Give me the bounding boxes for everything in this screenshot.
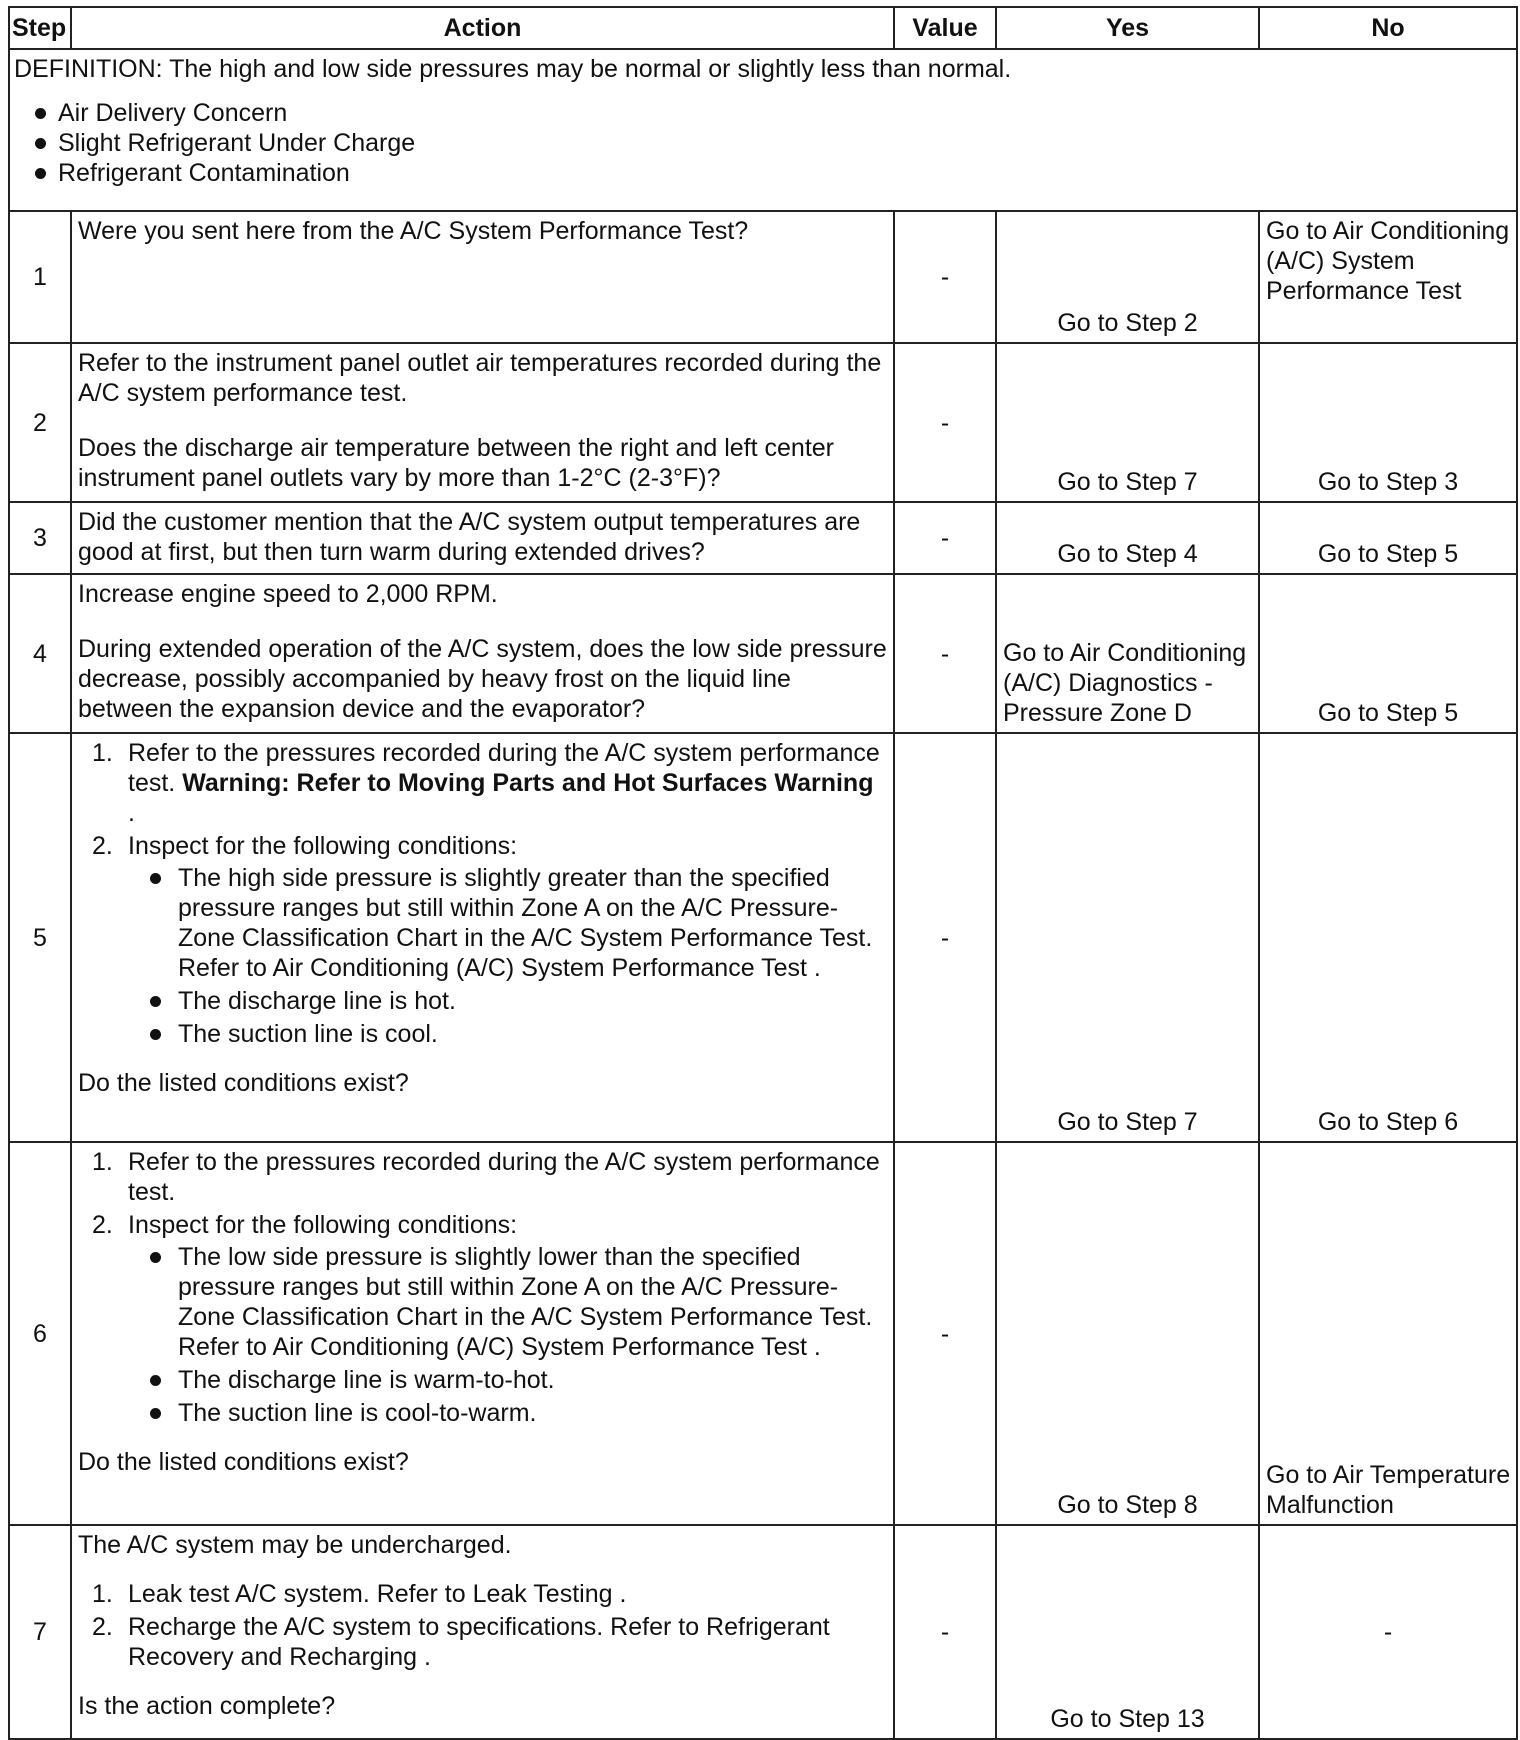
procedure-list <box>78 738 887 1049</box>
item-number: 2. <box>92 1211 113 1239</box>
yes-cell <box>996 343 1259 502</box>
conditions-list <box>128 1242 887 1428</box>
list-item <box>78 1210 887 1428</box>
yes-cell <box>996 502 1259 574</box>
procedure-list <box>78 1147 887 1428</box>
action-question: During extended operation of the A/C system, does the low side pressure decrease, possibly accompanied by heavy frost on the liquid line between the expansion device and the evaporator? <box>78 635 887 723</box>
item-number: 2. <box>92 832 113 860</box>
yes-link[interactable]: Go to Step 13 <box>1050 1705 1205 1733</box>
item-number: 1. <box>92 1580 113 1608</box>
step-number: 5 <box>9 733 71 1142</box>
value-cell: - <box>894 343 996 502</box>
yes-cell <box>996 1142 1259 1525</box>
yes-cell <box>996 1525 1259 1739</box>
definition-list <box>14 98 1510 188</box>
definition-text: DEFINITION: The high and low side pressures may be normal or slightly less than normal. <box>14 55 1012 83</box>
item-number: 2. <box>92 1613 113 1641</box>
list-item: Refrigerant Contamination <box>14 158 1510 188</box>
action-cell <box>71 502 894 574</box>
yes-cell <box>996 733 1259 1142</box>
yes-link[interactable]: Go to Step 7 <box>1057 468 1198 496</box>
list-item: Air Delivery Concern <box>14 98 1510 128</box>
condition-item: The discharge line is warm-to-hot. <box>128 1365 887 1395</box>
header-action: Action <box>71 7 894 49</box>
header-row <box>9 7 1517 49</box>
action-text: Refer to the instrument panel outlet air temperatures recorded during the A/C system performance test. <box>78 349 882 407</box>
condition-item: The high side pressure is slightly greater than the specified pressure ranges but still within Zone A on the A/C Pressure-Zone Classification Chart in the A/C System Performance Test. Refer to Air Conditioning (A/C) System Performance Test . <box>128 863 887 983</box>
list-item <box>78 738 887 828</box>
action-question: Do the listed conditions exist? <box>78 1069 409 1097</box>
action-cell <box>71 211 894 343</box>
no-cell <box>1259 574 1517 733</box>
item-text: Leak test A/C system. Refer to Leak Testing . <box>128 1580 627 1608</box>
no-link[interactable]: Go to Step 5 <box>1317 540 1459 568</box>
yes-link[interactable]: Go to Air Conditioning (A/C) Diagnostics - Pressure Zone D <box>1003 639 1247 727</box>
no-cell <box>1259 1142 1517 1525</box>
item-number: 1. <box>92 1148 113 1176</box>
header-step: Step <box>9 7 71 49</box>
value-cell: - <box>894 1142 996 1525</box>
no-link[interactable]: Go to Step 5 <box>1317 699 1459 727</box>
action-cell <box>71 1142 894 1525</box>
table-row <box>9 733 1517 1142</box>
action-text: Did the customer mention that the A/C system output temperatures are good at first, but then turn warm during extended drives? <box>78 508 861 566</box>
yes-link[interactable]: Go to Step 2 <box>1057 309 1198 337</box>
table-row <box>9 211 1517 343</box>
action-text: Increase engine speed to 2,000 RPM. <box>78 580 498 608</box>
action-cell <box>71 1525 894 1739</box>
no-cell <box>1259 502 1517 574</box>
condition-item: The low side pressure is slightly lower than the specified pressure ranges but still within Zone A on the A/C Pressure-Zone Classification Chart in the A/C System Performance Test. Refer to Air Conditioning (A/C) System Performance Test . <box>128 1242 887 1362</box>
action-cell <box>71 574 894 733</box>
warning-link[interactable]: Warning: Refer to Moving Parts and Hot Surfaces Warning <box>182 769 874 797</box>
action-cell <box>71 733 894 1142</box>
value-cell: - <box>894 574 996 733</box>
step-number: 7 <box>9 1525 71 1739</box>
step-number: 2 <box>9 343 71 502</box>
no-link[interactable]: Go to Air Conditioning (A/C) System Performance Test <box>1266 217 1510 305</box>
diagnostic-table <box>8 6 1518 1740</box>
condition-item: The suction line is cool-to-warm. <box>128 1398 887 1428</box>
definition-cell <box>9 49 1517 211</box>
item-text: Refer to the pressures recorded during the A/C system performance test. <box>128 1148 880 1206</box>
item-number: 1. <box>92 739 113 767</box>
header-yes: Yes <box>996 7 1259 49</box>
table-row <box>9 502 1517 574</box>
list-item <box>78 1612 887 1672</box>
step-number: 1 <box>9 211 71 343</box>
procedure-list <box>78 1579 887 1672</box>
value-cell: - <box>894 502 996 574</box>
yes-cell <box>996 574 1259 733</box>
value-cell: - <box>894 211 996 343</box>
condition-item: The discharge line is hot. <box>128 986 887 1016</box>
table-row <box>9 1525 1517 1739</box>
conditions-list <box>128 863 887 1049</box>
condition-item: The suction line is cool. <box>128 1019 887 1049</box>
list-item: Slight Refrigerant Under Charge <box>14 128 1510 158</box>
action-cell <box>71 343 894 502</box>
action-text: Were you sent here from the A/C System Performance Test? <box>78 217 749 245</box>
yes-link[interactable]: Go to Step 7 <box>1057 1108 1198 1136</box>
step-number: 4 <box>9 574 71 733</box>
header-value: Value <box>894 7 996 49</box>
table-row <box>9 574 1517 733</box>
yes-cell <box>996 211 1259 343</box>
no-cell <box>1259 733 1517 1142</box>
item-tail: . <box>128 799 135 827</box>
value-cell: - <box>894 733 996 1142</box>
table-row <box>9 1142 1517 1525</box>
action-question: Does the discharge air temperature between the right and left center instrument panel outlets vary by more than 1-2°C (2-3°F)? <box>78 434 834 492</box>
definition-row <box>9 49 1517 211</box>
no-cell <box>1259 343 1517 502</box>
action-question: Do the listed conditions exist? <box>78 1448 409 1476</box>
no-link[interactable]: Go to Air Temperature Malfunction <box>1266 1461 1511 1519</box>
no-link[interactable]: Go to Step 6 <box>1317 1108 1459 1136</box>
header-no: No <box>1259 7 1517 49</box>
action-question: Is the action complete? <box>78 1692 336 1720</box>
no-cell <box>1259 211 1517 343</box>
item-text: Refer to the pressures recorded during the A/C system performance test. <box>128 739 880 797</box>
item-text: Inspect for the following conditions: <box>128 1211 518 1239</box>
item-text: Recharge the A/C system to specifications. Refer to Refrigerant Recovery and Recharging . <box>128 1613 830 1671</box>
list-item <box>78 831 887 1049</box>
no-value: - <box>1383 1618 1393 1646</box>
action-text: The A/C system may be undercharged. <box>78 1531 512 1559</box>
step-number: 6 <box>9 1142 71 1525</box>
step-number: 3 <box>9 502 71 574</box>
value-cell: - <box>894 1525 996 1739</box>
yes-link[interactable]: Go to Step 4 <box>1057 540 1198 568</box>
table-row <box>9 343 1517 502</box>
no-link[interactable]: Go to Step 3 <box>1317 468 1459 496</box>
yes-link[interactable]: Go to Step 8 <box>1057 1491 1198 1519</box>
item-text: Inspect for the following conditions: <box>128 832 518 860</box>
list-item <box>78 1579 887 1609</box>
no-cell <box>1259 1525 1517 1739</box>
list-item <box>78 1147 887 1207</box>
